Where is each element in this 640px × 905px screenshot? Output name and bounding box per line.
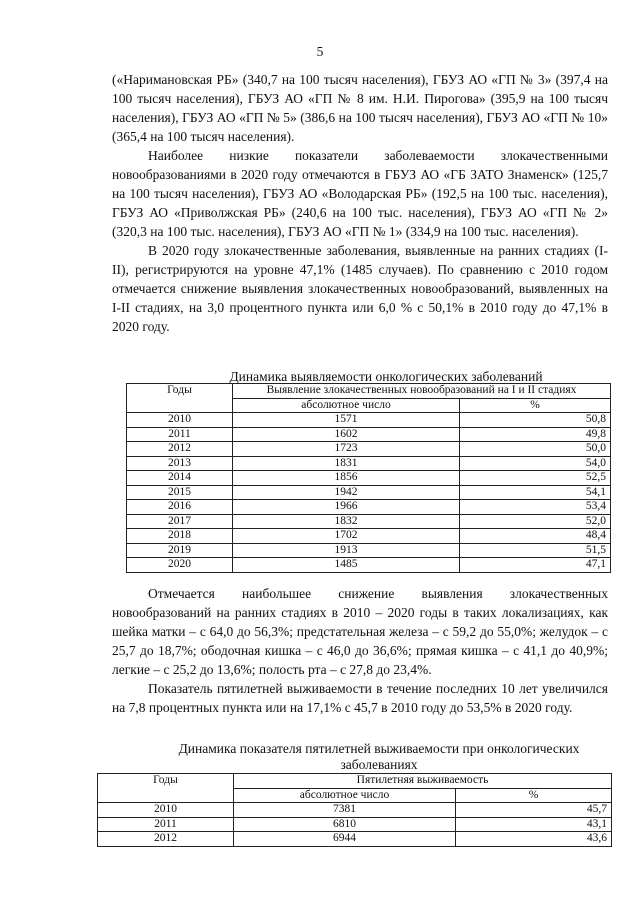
- percent-cell: 51,5: [460, 543, 611, 558]
- absolute-cell: 1832: [233, 514, 460, 529]
- percent-cell: 43,6: [456, 832, 612, 847]
- percent-cell: 53,4: [460, 500, 611, 515]
- absolute-cell: 1602: [233, 427, 460, 442]
- year-cell: 2012: [127, 442, 233, 457]
- percent-cell: 50,0: [460, 442, 611, 457]
- paragraph-3: В 2020 году злокачественные заболевания, выявленные на ранних стадиях (I-II), регистрируются на уровне 47,1% (1485 случаев). По сравнению с 2010 годом отмечается снижение выявления злокачественных новообразований, выявленных на I-II стадиях, на 3,0 процентного пункта или 6,0 % с 50,1% в 2010 году до 47,1% в 2020 году.: [112, 243, 608, 334]
- detection-table-body: [127, 413, 611, 573]
- absolute-cell: 1571: [233, 413, 460, 428]
- header-absolute: абсолютное число: [233, 398, 460, 413]
- year-cell: 2018: [127, 529, 233, 544]
- year-cell: 2013: [127, 456, 233, 471]
- year-cell: 2010: [127, 413, 233, 428]
- percent-cell: 48,4: [460, 529, 611, 544]
- header-percent: %: [460, 398, 611, 413]
- header-absolute: абсолютное число: [234, 788, 456, 803]
- paragraph-5: Показатель пятилетней выживаемости в течение последних 10 лет увеличился на 7,8 процентных пункта или на 17,1% с 45,7 в 2010 году до 53,5% в 2020 году.: [112, 681, 608, 715]
- year-cell: 2020: [127, 558, 233, 573]
- table-row: [127, 529, 611, 544]
- percent-cell: 50,8: [460, 413, 611, 428]
- year-cell: 2019: [127, 543, 233, 558]
- absolute-cell: 1856: [233, 471, 460, 486]
- paragraph-2: Наиболее низкие показатели заболеваемости злокачественными новообразованиями в 2020 году отмечаются в ГБУЗ АО «ГБ ЗАТО Знаменск» (125,7 на 100 тысяч населения), ГБУЗ АО «Володарская РБ» (192,5 на 100 тыс. населения), ГБУЗ АО «Приволжская РБ» (240,6 на 100 тыс. населения), ГБУЗ АО «ГП № 2» (320,3 на 100 тыс. населения), ГБУЗ АО «ГП № 1» (334,9 на 100 тыс. населения).: [112, 148, 608, 239]
- absolute-cell: 1485: [233, 558, 460, 573]
- table-row: [127, 456, 611, 471]
- absolute-cell: 1702: [233, 529, 460, 544]
- table-row: [98, 817, 612, 832]
- year-cell: 2012: [98, 832, 234, 847]
- absolute-cell: 6810: [234, 817, 456, 832]
- percent-cell: 49,8: [460, 427, 611, 442]
- year-cell: 2011: [127, 427, 233, 442]
- year-cell: 2015: [127, 485, 233, 500]
- header-group: Пятилетняя выживаемость: [234, 774, 612, 789]
- table-row: [98, 803, 612, 818]
- absolute-cell: 6944: [234, 832, 456, 847]
- survival-table-body: [98, 803, 612, 847]
- absolute-cell: 1831: [233, 456, 460, 471]
- header-years: Годы: [127, 384, 233, 413]
- survival-table: [97, 773, 612, 847]
- percent-cell: 52,5: [460, 471, 611, 486]
- percent-cell: 54,1: [460, 485, 611, 500]
- paragraph-1: («Наримановская РБ» (340,7 на 100 тысяч населения), ГБУЗ АО «ГП № 3» (397,4 на 100 тысяч населения), ГБУЗ АО «ГП № 8 им. Н.И. Пирогова» (395,9 на 100 тысяч населения), ГБУЗ АО «ГП № 5» (386,6 на 100 тысяч населения), ГБУЗ АО «ГП № 10» (365,4 на 100 тысяч населения).: [112, 72, 608, 144]
- year-cell: 2016: [127, 500, 233, 515]
- table-row: [98, 832, 612, 847]
- year-cell: 2014: [127, 471, 233, 486]
- percent-cell: 54,0: [460, 456, 611, 471]
- paragraph-4: Отмечается наибольшее снижение выявления злокачественных новообразований на ранних стадиях в 2010 – 2020 годы в таких локализациях, как шейка матки – с 64,0 до 56,3%; предстательная железа – с 59,2 до 55,0%; желудок – с 25,7 до 18,7%; ободочная кишка – с 46,0 до 36,6%; прямая кишка – с 41,1 до 40,9%; легкие – с 25,2 до 13,6%; полость рта – с 27,8 до 23,4%.: [112, 586, 608, 677]
- absolute-cell: 1966: [233, 500, 460, 515]
- absolute-cell: 1942: [233, 485, 460, 500]
- percent-cell: 47,1: [460, 558, 611, 573]
- header-group: Выявление злокачественных новообразований на I и II стадиях: [233, 384, 611, 399]
- table-row: [127, 413, 611, 428]
- year-cell: 2010: [98, 803, 234, 818]
- table-row: [127, 558, 611, 573]
- year-cell: 2011: [98, 817, 234, 832]
- table-row: [127, 471, 611, 486]
- header-percent: %: [456, 788, 612, 803]
- table-row: [127, 442, 611, 457]
- absolute-cell: 1913: [233, 543, 460, 558]
- table-1-caption: Динамика выявляемости онкологических заболеваний: [229, 369, 543, 384]
- table-row: [127, 427, 611, 442]
- table-row: [127, 543, 611, 558]
- table-2-caption: Динамика показателя пятилетней выживаемости при онкологических заболеваниях: [178, 741, 580, 772]
- percent-cell: 45,7: [456, 803, 612, 818]
- table-row: [127, 514, 611, 529]
- percent-cell: 52,0: [460, 514, 611, 529]
- detection-table: [126, 383, 611, 573]
- year-cell: 2017: [127, 514, 233, 529]
- absolute-cell: 1723: [233, 442, 460, 457]
- text-block-2: [112, 584, 608, 717]
- page-number: 5: [316, 44, 324, 59]
- absolute-cell: 7381: [234, 803, 456, 818]
- table-row: [127, 485, 611, 500]
- text-block-1: [112, 70, 608, 336]
- percent-cell: 43,1: [456, 817, 612, 832]
- header-years: Годы: [98, 774, 234, 803]
- table-row: [127, 500, 611, 515]
